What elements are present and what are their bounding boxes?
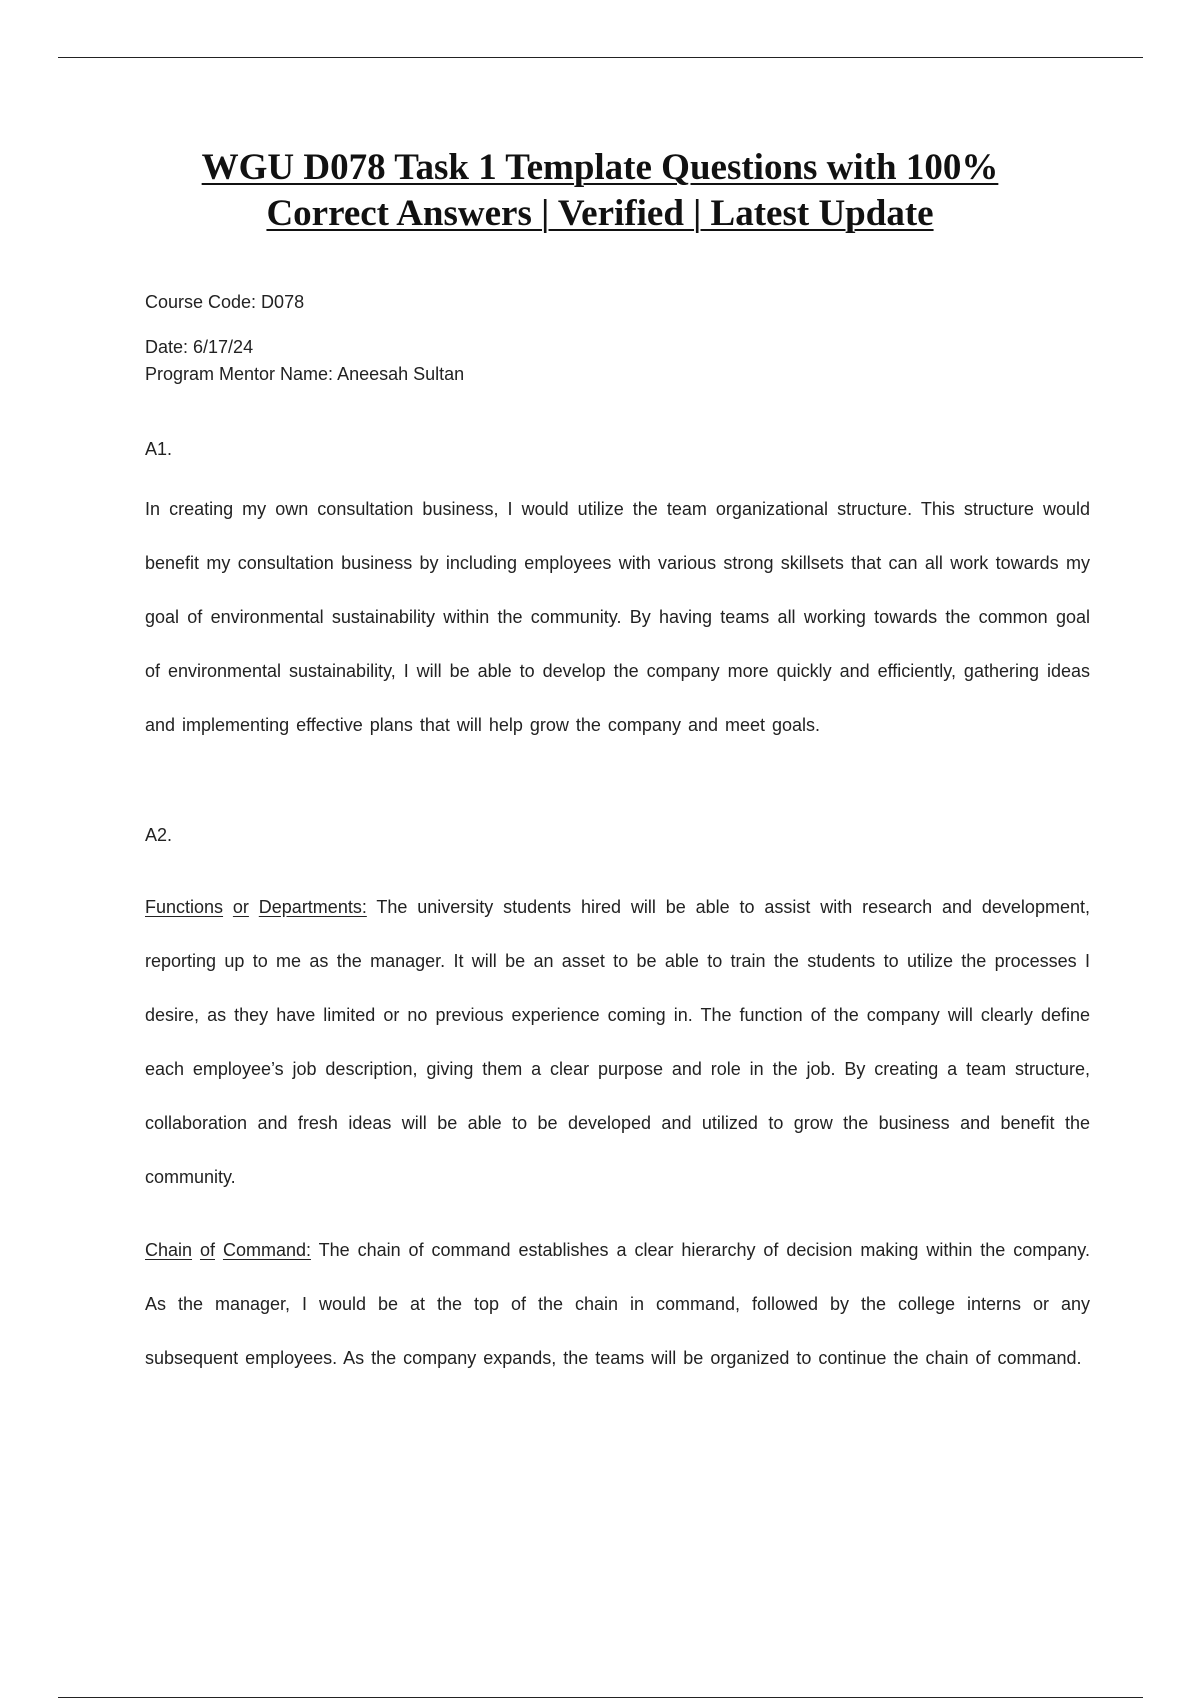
functions-heading-1: Functions — [145, 897, 224, 917]
section-a2-label: A2. — [145, 825, 173, 845]
chain-heading-3: Command: — [222, 1240, 311, 1260]
section-a1-label: A1. — [145, 439, 173, 459]
document-meta — [145, 289, 1090, 388]
chain-heading-1: Chain — [145, 1240, 193, 1260]
chain-text: The chain of command establishes a clear hierarchy of decision making within the company. As the manager, I would be at the top of the chain in command, followed by the college interns or any subsequent employees. As the company expands, the teams will be organized to continue the chain of command. — [145, 1240, 1090, 1368]
chain-heading-2: of — [199, 1240, 215, 1260]
functions-paragraph — [145, 880, 1090, 1204]
mentor-name: Program Mentor Name: Aneesah Sultan — [145, 364, 465, 384]
chain-paragraph — [145, 1223, 1090, 1385]
top-rule — [58, 57, 1143, 58]
bottom-rule — [58, 1697, 1143, 1698]
title-line-2: Correct Answers | Verified | Latest Update — [266, 193, 934, 234]
title-line-1: WGU D078 Task 1 Template Questions with 100% — [201, 147, 999, 188]
functions-heading-3: Departments: — [258, 897, 367, 917]
document-title — [60, 145, 1140, 237]
course-code: Course Code: D078 — [145, 292, 305, 312]
date: Date: 6/17/24 — [145, 337, 254, 357]
functions-heading-2: or — [232, 897, 249, 917]
section-a1-text: In creating my own consultation business, I would utilize the team organizational structure. This structure would benefit my consultation business by including employees with various strong skillsets that can all work towards my goal of environmental sustainability within the community. By having teams all working towards the common goal of environmental sustainability, I will be able to develop the company more quickly and efficiently, gathering ideas and implementing effective plans that will help grow the company and meet goals. — [145, 499, 1090, 735]
functions-text: The university students hired will be able to assist with research and development, reporting up to me as the manager. It will be an asset to be able to train the students to utilize the processes I desire, as they have limited or no previous experience coming in. The function of the company will clearly define each employee’s job description, giving them a clear purpose and role in the job. By creating a team structure, collaboration and fresh ideas will be able to be developed and utilized to grow the business and benefit the community. — [145, 897, 1090, 1187]
